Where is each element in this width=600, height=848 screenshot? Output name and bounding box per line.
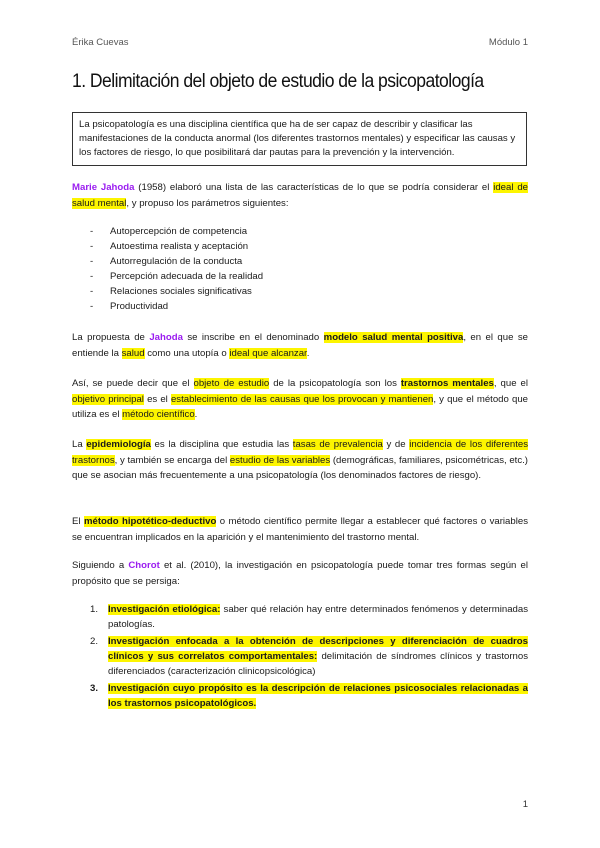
highlight: método hipotético-deductivo (83, 516, 217, 527)
highlight: establecimiento de las causas que los provocan y mantienen (170, 393, 434, 405)
text: La (72, 439, 87, 450)
list-item: - Percepción adecuada de la realidad (72, 269, 263, 284)
text: Así, se puede decir que el (72, 378, 194, 389)
text: se inscribe en el denominado (182, 332, 324, 343)
highlight: ideal de salud mental (72, 182, 528, 209)
highlight: incidencia de los diferentes trastornos (72, 439, 528, 466)
text: , que el (493, 378, 528, 389)
list-item: - Autoestima realista y aceptación (72, 239, 263, 254)
paragraph-method (72, 514, 528, 545)
text: La propuesta de (72, 332, 150, 343)
text: , y que el método que utiliza es el (72, 393, 528, 420)
paragraph-epidemiology (72, 437, 528, 484)
paragraph-object (72, 376, 528, 423)
author-name: Chorot (128, 560, 160, 571)
text: et al. (2010), la investigación en psicopatología puede tomar tres formas según el propósito que se persiga: (72, 560, 529, 587)
highlight: objetivo principal (72, 393, 144, 405)
page-number: 1 (522, 799, 528, 810)
highlight: epidemiología (86, 439, 151, 450)
highlight: salud (121, 347, 145, 359)
item-heading: Investigación enfocada a la obtención de descripciones y diferenciación de cuadros clínicos y sus correlatos comportamentales: (108, 636, 528, 662)
author-name: Marie Jahoda (72, 182, 135, 193)
list-item (72, 602, 528, 632)
item-heading: Investigación etiológica: (108, 604, 221, 615)
list-item: - Productividad (72, 299, 263, 314)
text: como una utopía o (144, 347, 230, 359)
page-title: 1. Delimitación del objeto de estudio de la psicopatología (72, 70, 484, 92)
text: y de (382, 439, 410, 450)
research-forms-list (72, 602, 528, 713)
text: (1958) elaboró una lista de las características de lo que se podría considerar el (134, 182, 494, 193)
text: o método científico permite llegar a establecer qué factores o variables se encuentran implicados en la aparición y el mantenimiento del trastorno mental. (72, 516, 528, 543)
text: , y propuso los parámetros siguientes: (126, 197, 289, 209)
text: es la disciplina que estudia las (150, 439, 293, 450)
text: , y también se encarga del (114, 454, 230, 466)
text: . (194, 409, 198, 420)
highlight: modelo salud mental positiva (323, 332, 464, 343)
header-module: Módulo 1 (488, 37, 528, 48)
highlight: tasas de prevalencia (292, 439, 383, 450)
text: . (306, 347, 310, 359)
item-number: 1. (90, 604, 99, 615)
list-item: - Autopercepción de competencia (72, 224, 263, 239)
paragraph-model (72, 330, 528, 361)
item-text: saber qué relación hay entre determinados fenómenos y determinadas patologías. (108, 604, 529, 630)
highlight: ideal que alcanzar (229, 347, 307, 359)
list-item: - Relaciones sociales significativas (72, 284, 263, 299)
item-heading: Investigación cuyo propósito es la descripción de relaciones psicosociales relacionadas a los trastornos psicopatológicos. (108, 683, 528, 709)
list-item (72, 681, 528, 711)
item-number: 3. (90, 683, 99, 694)
author-name: Jahoda (149, 332, 183, 343)
paragraph-chorot (72, 558, 528, 589)
highlight: objeto de estudio (193, 378, 270, 389)
header-author: Érika Cuevas (72, 37, 129, 48)
parameters-list (72, 224, 263, 314)
highlight: método científico (122, 409, 195, 420)
text: , en el que se entiende la (72, 332, 529, 359)
item-text: delimitación de síndromes clínicos y trastornos diferenciados (caracterización clinicopsicológica) (108, 651, 528, 677)
highlight: estudio de las variables (229, 454, 331, 466)
item-number: 2. (90, 636, 99, 647)
list-item (72, 634, 528, 679)
text: es el (143, 393, 171, 405)
text: de la psicopatología son los (269, 378, 401, 389)
text: (demográficas, familiares, psicométricas, etc.) que se asocian más frecuentemente a una psicopatología (los denominados factores de riesgo). (72, 454, 529, 481)
list-item: - Autorregulación de la conducta (72, 254, 263, 269)
definition-box: La psicopatología es una disciplina científica que ha de ser capaz de describir y clasificar las manifestaciones de la conducta anormal (los diferentes trastornos mentales) y especificar las causas y los factores de riesgo, lo que posibilitará dar pautas para la prevención y la intervención. (72, 112, 527, 166)
text: Siguiendo a (72, 560, 129, 571)
highlight: trastornos mentales (400, 378, 494, 389)
text: El (72, 516, 84, 527)
paragraph-jahoda (72, 180, 528, 211)
